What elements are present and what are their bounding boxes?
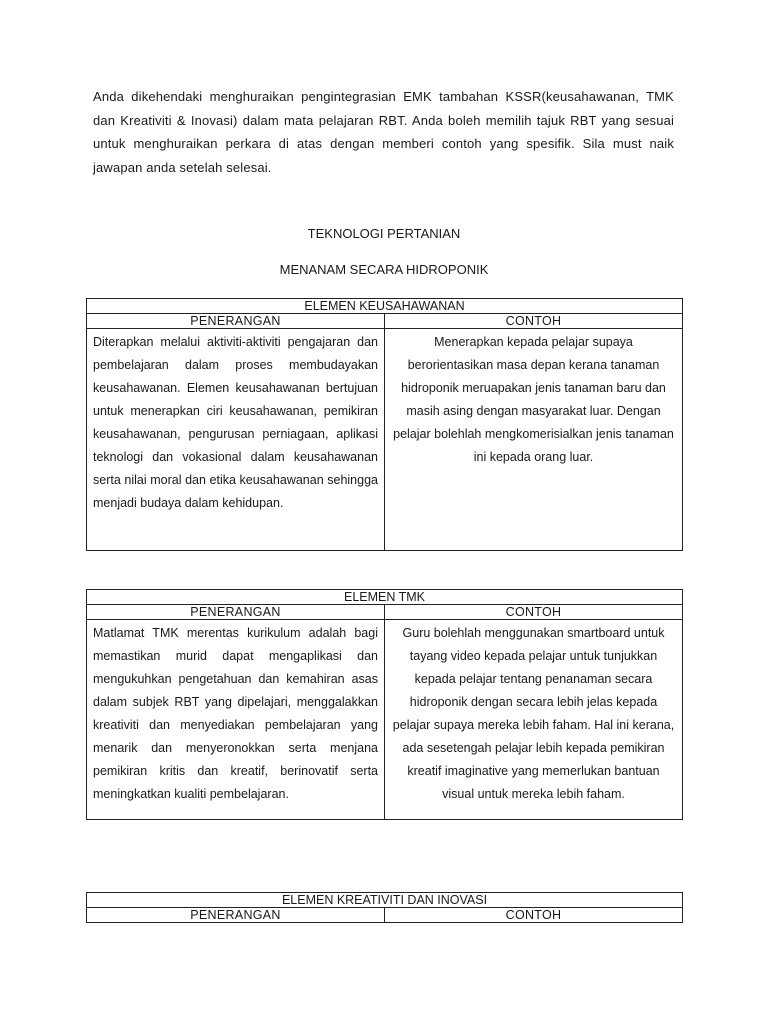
table-tmk [86,589,683,820]
column-header-penerangan: PENERANGAN [87,314,385,329]
table-kreativiti-inovasi [86,892,683,923]
column-header-penerangan: PENERANGAN [87,908,385,923]
table-title: ELEMEN TMK [87,590,683,605]
example-cell: Guru bolehlah menggunakan smartboard untuk tayang video kepada pelajar untuk tunjukkan kepada pelajar tentang penanaman secara hidroponik dengan secara lebih jelas kepada pelajar supaya mereka lebih faham. Hal ini kerana, ada sesetengah pelajar lebih kepada pemikiran kreatif imaginative yang memerlukan bantuan visual untuk mereka lebih faham. [385,620,683,820]
section-heading: TEKNOLOGI PERTANIAN [307,226,461,241]
table-title: ELEMEN KREATIVITI DAN INOVASI [87,893,683,908]
column-header-contoh: CONTOH [385,605,683,620]
column-header-contoh: CONTOH [385,908,683,923]
table-title: ELEMEN KEUSAHAWANAN [87,299,683,314]
description-cell: Matlamat TMK merentas kurikulum adalah bagi memastikan murid dapat mengaplikasi dan mengukuhkan pengetahuan dan kemahiran asas dalam subjek RBT yang dipelajari, menggalakkan kreativiti dan menyediakan pembelajaran yang menarik dan menyeronokkan serta menjana pemikiran kritis dan kreatif, berinovatif serta meningkatkan kualiti pembelajaran. [87,620,385,820]
topic-heading: MENANAM SECARA HIDROPONIK [279,262,489,277]
column-header-contoh: CONTOH [385,314,683,329]
intro-paragraph: Anda dikehendaki menghuraikan pengintegrasian EMK tambahan KSSR(keusahawanan, TMK dan Kreativiti & Inovasi) dalam mata pelajaran RBT. Anda boleh memilih tajuk RBT yang sesuai untuk menghuraikan perkara di atas dengan memberi contoh yang spesifik. Sila must naik jawapan anda setelah selesai. [93,89,674,175]
table-keusahawanan [86,298,683,551]
description-cell: Diterapkan melalui aktiviti-aktiviti pengajaran dan pembelajaran dalam proses membudayakan keusahawanan. Elemen keusahawanan bertujuan untuk menerapkan ciri keusahawanan, pemikiran keusahawanan, pengurusan perniagaan, aplikasi teknologi dan vokasional dalam keusahawanan serta nilai moral dan etika keusahawanan sehingga menjadi budaya dalam kehidupan. [87,329,385,551]
example-cell: Menerapkan kepada pelajar supaya berorientasikan masa depan kerana tanaman hidroponik meruapakan jenis tanaman baru dan masih asing dengan masyarakat luar. Dengan pelajar bolehlah mengkomerisialkan jenis tanaman ini kepada orang luar. [385,329,683,551]
column-header-penerangan: PENERANGAN [87,605,385,620]
